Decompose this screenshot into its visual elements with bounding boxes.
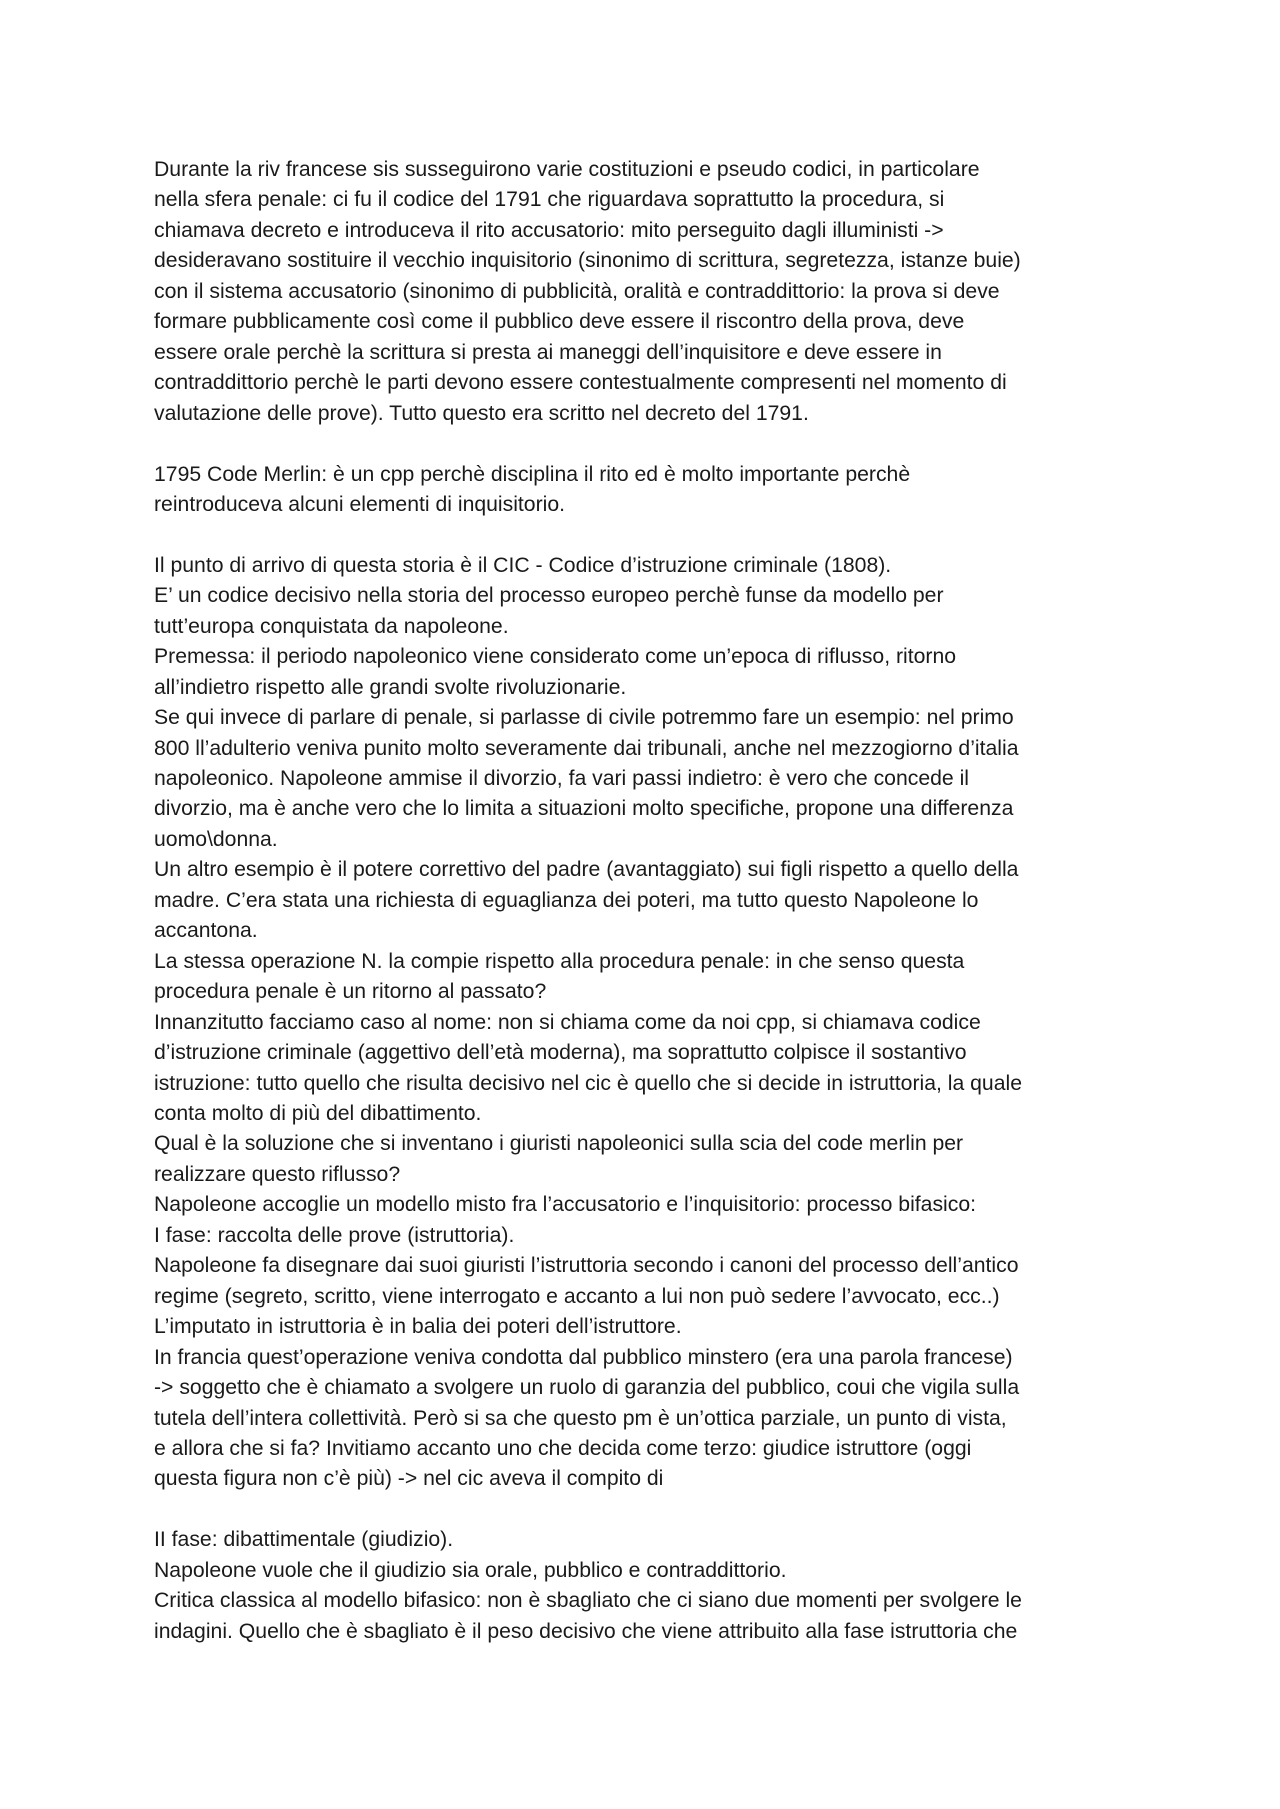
paragraph: [154, 460, 1144, 521]
text-line: Napoleone vuole che il giudizio sia orale, pubblico e contraddittorio.: [154, 1558, 787, 1582]
text-line: Napoleone fa disegnare dai suoi giuristi l’istruttoria secondo i canoni del processo dell’antico: [154, 1254, 1019, 1278]
text-line: -> soggetto che è chiamato a svolgere un ruolo di garanzia del pubblico, coui che vigila sulla: [154, 1376, 1020, 1400]
text-line: napoleonico. Napoleone ammise il divorzio, fa vari passi indietro: è vero che concede il: [154, 767, 969, 791]
text-line: Napoleone accoglie un modello misto fra l’accusatorio e l’inquisitorio: processo bifasico:: [154, 1193, 977, 1217]
text-line: essere orale perchè la scrittura si presta ai maneggi dell’inquisitore e deve essere in: [154, 340, 942, 364]
text-line: Premessa: il periodo napoleonico viene considerato come un’epoca di riflusso, ritorno: [154, 645, 957, 669]
text-line: reintroduceva alcuni elementi di inquisitorio.: [154, 492, 566, 516]
text-line: all’indietro rispetto alle grandi svolte rivoluzionarie.: [154, 675, 627, 699]
text-line: regime (segreto, scritto, viene interrogato e accanto a lui non può sedere l’avvocato, ecc..): [154, 1284, 1000, 1308]
text-line: tutela dell’intera collettività. Però si sa che questo pm è un’ottica parziale, un punto di vista,: [154, 1406, 1007, 1430]
text-line: nella sfera penale: ci fu il codice del 1791 che riguardava soprattutto la procedura, si: [154, 188, 945, 212]
text-line: 800 ll’adulterio veniva punito molto severamente dai tribunali, anche nel mezzogiorno d’italia: [154, 736, 1019, 760]
text-line: desideravano sostituire il vecchio inquisitorio (sinonimo di scrittura, segretezza, istanze buie): [154, 249, 1021, 273]
text-line: L’imputato in istruttoria è in balia dei poteri dell’istruttore.: [154, 1315, 682, 1339]
text-line: Un altro esempio è il potere correttivo del padre (avantaggiato) sui figli rispetto a quello della: [154, 858, 1019, 882]
text-line: formare pubblicamente così come il pubblico deve essere il riscontro della prova, deve: [154, 310, 965, 334]
text-line: contraddittorio perchè le parti devono essere contestualmente compresenti nel momento di: [154, 371, 1007, 395]
text-line: tutt’europa conquistata da napoleone.: [154, 614, 509, 638]
text-line: madre. C’era stata una richiesta di eguaglianza dei poteri, ma tutto questo Napoleone lo: [154, 888, 979, 912]
text-line: e allora che si fa? Invitiamo accanto uno che decida come terzo: giudice istruttore (oggi: [154, 1437, 972, 1460]
text-line: accantona.: [154, 919, 258, 943]
text-line: La stessa operazione N. la compie rispetto alla procedura penale: in che senso questa: [154, 949, 965, 973]
paragraph: [154, 1525, 1144, 1647]
text-line: questa figura non c’è più) -> nel cic aveva il compito di: [154, 1467, 664, 1491]
text-line: divorzio, ma è anche vero che lo limita a situazioni molto specifiche, propone una differenza: [154, 797, 1014, 821]
text-line: procedura penale è un ritorno al passato?: [154, 980, 547, 1004]
document-body: [154, 155, 1144, 1647]
text-line: Se qui invece di parlare di penale, si parlasse di civile potremmo fare un esempio: nel primo: [154, 706, 1014, 730]
text-line: In francia quest’operazione veniva condotta dal pubblico minstero (era una parola francese): [154, 1345, 1013, 1369]
text-line: con il sistema accusatorio (sinonimo di pubblicità, oralità e contraddittorio: la prova si deve: [154, 279, 1000, 303]
text-line: Qual è la soluzione che si inventano i giuristi napoleonici sulla scia del code merlin per: [154, 1132, 964, 1156]
paragraph: [154, 551, 1144, 1495]
text-line: indagini. Quello che è sbagliato è il peso decisivo che viene attribuito alla fase istruttoria che: [154, 1619, 1018, 1643]
text-line: E’ un codice decisivo nella storia del processo europeo perchè funse da modello per: [154, 584, 944, 608]
text-line: Il punto di arrivo di questa storia è il CIC - Codice d’istruzione criminale (1808).: [154, 553, 892, 577]
text-line: uomo\donna.: [154, 827, 278, 851]
paragraph-gap: [154, 520, 1144, 550]
text-line: istruzione: tutto quello che risulta decisivo nel cic è quello che si decide in istruttoria, la quale: [154, 1071, 1022, 1095]
text-line: I fase: raccolta delle prove (istruttoria).: [154, 1223, 515, 1247]
paragraph-gap: [154, 429, 1144, 459]
text-line: realizzare questo riflusso?: [154, 1162, 401, 1186]
text-line: Durante la riv francese sis susseguirono varie costituzioni e pseudo codici, in particolare: [154, 158, 980, 181]
text-line: valutazione delle prove). Tutto questo era scritto nel decreto del 1791.: [154, 401, 809, 425]
text-line: d’istruzione criminale (aggettivo dell’età moderna), ma soprattutto colpisce il sostantivo: [154, 1041, 967, 1065]
text-line: Critica classica al modello bifasico: non è sbagliato che ci siano due momenti per svolgere le: [154, 1589, 1022, 1613]
text-line: II fase: dibattimentale (giudizio).: [154, 1528, 454, 1552]
paragraph-gap: [154, 1495, 1144, 1525]
paragraph: [154, 155, 1144, 429]
text-line: 1795 Code Merlin: è un cpp perchè disciplina il rito ed è molto importante perchè: [154, 462, 911, 486]
text-line: conta molto di più del dibattimento.: [154, 1102, 482, 1126]
text-line: Innanzitutto facciamo caso al nome: non si chiama come da noi cpp, si chiamava codice: [154, 1010, 981, 1034]
text-line: chiamava decreto e introduceva il rito accusatorio: mito perseguito dagli illuministi ->: [154, 218, 944, 242]
